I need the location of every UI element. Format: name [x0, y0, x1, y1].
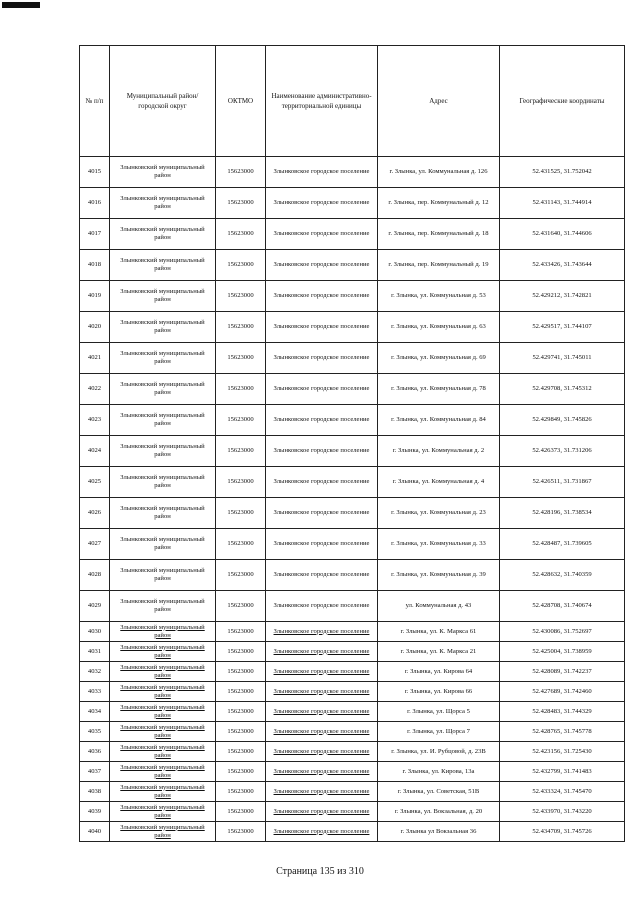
- row-oktmo: 15623000: [216, 682, 266, 702]
- row-address: г. Злынка, ул. Коммунальная д. 23: [378, 498, 500, 529]
- row-district: Злынковский муниципальный район: [110, 682, 216, 702]
- row-address: г. Злынка, ул. Коммунальная д. 69: [378, 343, 500, 374]
- row-coords: 52.428765, 31.745778: [500, 722, 625, 742]
- row-address: г. Злынка, ул. Советская, 51В: [378, 782, 500, 802]
- row-coords: 52.433426, 31.743644: [500, 250, 625, 281]
- row-number: 4018: [80, 250, 110, 281]
- row-number: 4023: [80, 405, 110, 436]
- row-unit: Злынковское городское поселение: [266, 782, 378, 802]
- row-address: г. Злынка, ул. Коммунальная д. 2: [378, 436, 500, 467]
- row-address: г. Злынка, ул. Коммунальная д. 126: [378, 157, 500, 188]
- header-oktmo: ОКТМО: [216, 46, 266, 157]
- row-coords: 52.429212, 31.742821: [500, 281, 625, 312]
- table-row: [80, 742, 625, 762]
- row-district: Злынковский муниципальный район: [110, 702, 216, 722]
- table-row: [80, 529, 625, 560]
- row-district: Злынковский муниципальный район: [110, 374, 216, 405]
- row-oktmo: 15623000: [216, 591, 266, 622]
- row-address: г. Злынка, пер. Коммунальный д. 12: [378, 188, 500, 219]
- row-oktmo: 15623000: [216, 250, 266, 281]
- table-row: [80, 591, 625, 622]
- row-unit: Злынковское городское поселение: [266, 219, 378, 250]
- row-unit: Злынковское городское поселение: [266, 498, 378, 529]
- row-number: 4037: [80, 762, 110, 782]
- row-district: Злынковский муниципальный район: [110, 622, 216, 642]
- row-address: ул. Коммунальная д. 43: [378, 591, 500, 622]
- row-coords: 52.427689, 31.742460: [500, 682, 625, 702]
- row-unit: Злынковское городское поселение: [266, 312, 378, 343]
- row-unit: Злынковское городское поселение: [266, 343, 378, 374]
- table-row: [80, 802, 625, 822]
- row-coords: 52.428483, 31.744329: [500, 702, 625, 722]
- row-number: 4024: [80, 436, 110, 467]
- row-coords: 52.423156, 31.725430: [500, 742, 625, 762]
- row-oktmo: 15623000: [216, 762, 266, 782]
- table-row: [80, 622, 625, 642]
- row-oktmo: 15623000: [216, 529, 266, 560]
- row-number: 4029: [80, 591, 110, 622]
- row-number: 4031: [80, 642, 110, 662]
- row-unit: Злынковское городское поселение: [266, 157, 378, 188]
- row-address: г. Злынка, ул. Коммунальная д. 84: [378, 405, 500, 436]
- row-unit: Злынковское городское поселение: [266, 622, 378, 642]
- row-unit: Злынковское городское поселение: [266, 822, 378, 842]
- row-district: Злынковский муниципальный район: [110, 250, 216, 281]
- row-number: 4025: [80, 467, 110, 498]
- row-number: 4019: [80, 281, 110, 312]
- table-row: [80, 467, 625, 498]
- table-row: [80, 702, 625, 722]
- row-number: 4017: [80, 219, 110, 250]
- row-coords: 52.430086, 31.752697: [500, 622, 625, 642]
- row-coords: 52.429849, 31.745826: [500, 405, 625, 436]
- row-oktmo: 15623000: [216, 722, 266, 742]
- row-number: 4028: [80, 560, 110, 591]
- table-row: [80, 281, 625, 312]
- row-unit: Злынковское городское поселение: [266, 702, 378, 722]
- row-number: 4033: [80, 682, 110, 702]
- header-coords: Географические координаты: [500, 46, 625, 157]
- row-coords: 52.431525, 31.752042: [500, 157, 625, 188]
- objects-table: [79, 45, 625, 842]
- row-address: г. Злынка, ул. Коммунальная д. 63: [378, 312, 500, 343]
- table-row: [80, 642, 625, 662]
- row-oktmo: 15623000: [216, 157, 266, 188]
- row-district: Злынковский муниципальный район: [110, 343, 216, 374]
- header-district: Муниципальный район/городской округ: [110, 46, 216, 157]
- page-number: Страница 135 из 310: [276, 866, 364, 877]
- row-unit: Злынковское городское поселение: [266, 742, 378, 762]
- row-district: Злынковский муниципальный район: [110, 219, 216, 250]
- table-row: [80, 782, 625, 802]
- row-coords: 52.428708, 31.740674: [500, 591, 625, 622]
- table-row: [80, 188, 625, 219]
- row-coords: 52.425004, 31.738959: [500, 642, 625, 662]
- row-address: г. Злынка, ул. Коммунальная д. 33: [378, 529, 500, 560]
- table-row: [80, 436, 625, 467]
- row-district: Злынковский муниципальный район: [110, 467, 216, 498]
- row-coords: 52.429517, 31.744107: [500, 312, 625, 343]
- row-district: Злынковский муниципальный район: [110, 405, 216, 436]
- row-number: 4038: [80, 782, 110, 802]
- row-district: Злынковский муниципальный район: [110, 436, 216, 467]
- row-number: 4039: [80, 802, 110, 822]
- table-row: [80, 157, 625, 188]
- row-oktmo: 15623000: [216, 219, 266, 250]
- table-row: [80, 722, 625, 742]
- row-district: Злынковский муниципальный район: [110, 762, 216, 782]
- row-number: 4015: [80, 157, 110, 188]
- table-row: [80, 343, 625, 374]
- row-coords: 52.431640, 31.744606: [500, 219, 625, 250]
- row-oktmo: 15623000: [216, 188, 266, 219]
- row-address: г. Злынка, пер. Коммунальный д. 19: [378, 250, 500, 281]
- row-coords: 52.429741, 31.745011: [500, 343, 625, 374]
- row-district: Злынковский муниципальный район: [110, 188, 216, 219]
- row-address: г. Злынка, ул. К. Маркса 21: [378, 642, 500, 662]
- row-coords: 52.434709, 31.745726: [500, 822, 625, 842]
- row-address: г. Злынка, ул. Кирова 66: [378, 682, 500, 702]
- row-coords: 52.426373, 31.731206: [500, 436, 625, 467]
- row-coords: 52.428089, 31.742237: [500, 662, 625, 682]
- row-oktmo: 15623000: [216, 622, 266, 642]
- row-coords: 52.428196, 31.738534: [500, 498, 625, 529]
- row-oktmo: 15623000: [216, 642, 266, 662]
- table-row: [80, 682, 625, 702]
- row-unit: Злынковское городское поселение: [266, 560, 378, 591]
- row-district: Злынковский муниципальный район: [110, 722, 216, 742]
- row-unit: Злынковское городское поселение: [266, 281, 378, 312]
- row-address: г. Злынка, ул. Коммунальная д. 78: [378, 374, 500, 405]
- table-row: [80, 405, 625, 436]
- row-oktmo: 15623000: [216, 343, 266, 374]
- row-unit: Злынковское городское поселение: [266, 467, 378, 498]
- row-oktmo: 15623000: [216, 405, 266, 436]
- row-unit: Злынковское городское поселение: [266, 529, 378, 560]
- row-address: г. Злынка, ул. Щорса 7: [378, 722, 500, 742]
- table-row: [80, 822, 625, 842]
- row-address: г. Злынка, ул. И. Рубцовой, д. 23В: [378, 742, 500, 762]
- row-coords: 52.428632, 31.740359: [500, 560, 625, 591]
- row-coords: 52.433324, 31.745470: [500, 782, 625, 802]
- table-row: [80, 374, 625, 405]
- row-number: 4034: [80, 702, 110, 722]
- row-oktmo: 15623000: [216, 467, 266, 498]
- row-address: г. Злынка, ул. Кирова, 13а: [378, 762, 500, 782]
- row-district: Злынковский муниципальный район: [110, 560, 216, 591]
- row-oktmo: 15623000: [216, 702, 266, 722]
- row-district: Злынковский муниципальный район: [110, 157, 216, 188]
- row-address: г. Злынка, ул. Коммунальная д. 53: [378, 281, 500, 312]
- row-district: Злынковский муниципальный район: [110, 281, 216, 312]
- row-district: Злынковский муниципальный район: [110, 802, 216, 822]
- row-unit: Злынковское городское поселение: [266, 802, 378, 822]
- row-coords: 52.429708, 31.745312: [500, 374, 625, 405]
- row-unit: Злынковское городское поселение: [266, 762, 378, 782]
- row-number: 4036: [80, 742, 110, 762]
- row-unit: Злынковское городское поселение: [266, 436, 378, 467]
- header-unit: Наименование административно-территориальной единицы: [266, 46, 378, 157]
- row-number: 4022: [80, 374, 110, 405]
- row-district: Злынковский муниципальный район: [110, 782, 216, 802]
- row-oktmo: 15623000: [216, 312, 266, 343]
- row-district: Злынковский муниципальный район: [110, 529, 216, 560]
- row-oktmo: 15623000: [216, 782, 266, 802]
- row-oktmo: 15623000: [216, 822, 266, 842]
- row-number: 4032: [80, 662, 110, 682]
- row-oktmo: 15623000: [216, 436, 266, 467]
- table-row: [80, 560, 625, 591]
- row-address: г. Злынка, ул. Кирова 64: [378, 662, 500, 682]
- row-oktmo: 15623000: [216, 498, 266, 529]
- row-coords: 52.431143, 31.744914: [500, 188, 625, 219]
- table-row: [80, 662, 625, 682]
- row-unit: Злынковское городское поселение: [266, 642, 378, 662]
- header-address: Адрес: [378, 46, 500, 157]
- row-number: 4030: [80, 622, 110, 642]
- row-oktmo: 15623000: [216, 281, 266, 312]
- table-header-row: [80, 46, 625, 157]
- row-unit: Злынковское городское поселение: [266, 591, 378, 622]
- table-row: [80, 498, 625, 529]
- row-number: 4026: [80, 498, 110, 529]
- row-unit: Злынковское городское поселение: [266, 250, 378, 281]
- row-oktmo: 15623000: [216, 742, 266, 762]
- row-district: Злынковский муниципальный район: [110, 498, 216, 529]
- row-coords: 52.433970, 31.743220: [500, 802, 625, 822]
- row-number: 4021: [80, 343, 110, 374]
- row-district: Злынковский муниципальный район: [110, 642, 216, 662]
- table-body: [80, 157, 625, 842]
- table-row: [80, 762, 625, 782]
- row-coords: 52.426511, 31.731867: [500, 467, 625, 498]
- row-address: г. Злынка, ул. Коммунальная д. 4: [378, 467, 500, 498]
- table-row: [80, 250, 625, 281]
- row-number: 4035: [80, 722, 110, 742]
- table-row: [80, 219, 625, 250]
- table-row: [80, 312, 625, 343]
- row-address: г. Злынка, пер. Коммунальный д. 18: [378, 219, 500, 250]
- scan-corner-mark: [2, 2, 40, 8]
- row-address: г. Злынка ул Вокзальная 36: [378, 822, 500, 842]
- row-unit: Злынковское городское поселение: [266, 722, 378, 742]
- row-district: Злынковский муниципальный район: [110, 822, 216, 842]
- row-district: Злынковский муниципальный район: [110, 742, 216, 762]
- row-unit: Злынковское городское поселение: [266, 188, 378, 219]
- header-num: № п/п: [80, 46, 110, 157]
- row-unit: Злынковское городское поселение: [266, 682, 378, 702]
- row-unit: Злынковское городское поселение: [266, 374, 378, 405]
- row-address: г. Злынка, ул. Вокзальная, д. 20: [378, 802, 500, 822]
- row-coords: 52.432799, 31.741483: [500, 762, 625, 782]
- row-oktmo: 15623000: [216, 374, 266, 405]
- row-oktmo: 15623000: [216, 560, 266, 591]
- row-number: 4027: [80, 529, 110, 560]
- row-number: 4040: [80, 822, 110, 842]
- row-coords: 52.428487, 31.739605: [500, 529, 625, 560]
- row-district: Злынковский муниципальный район: [110, 312, 216, 343]
- row-address: г. Злынка, ул. Коммунальная д. 39: [378, 560, 500, 591]
- row-address: г. Злынка, ул. Щорса 5: [378, 702, 500, 722]
- row-number: 4016: [80, 188, 110, 219]
- row-oktmo: 15623000: [216, 662, 266, 682]
- row-address: г. Злынка, ул. К. Маркса 61: [378, 622, 500, 642]
- row-unit: Злынковское городское поселение: [266, 662, 378, 682]
- row-number: 4020: [80, 312, 110, 343]
- row-oktmo: 15623000: [216, 802, 266, 822]
- row-district: Злынковский муниципальный район: [110, 662, 216, 682]
- row-unit: Злынковское городское поселение: [266, 405, 378, 436]
- row-district: Злынковский муниципальный район: [110, 591, 216, 622]
